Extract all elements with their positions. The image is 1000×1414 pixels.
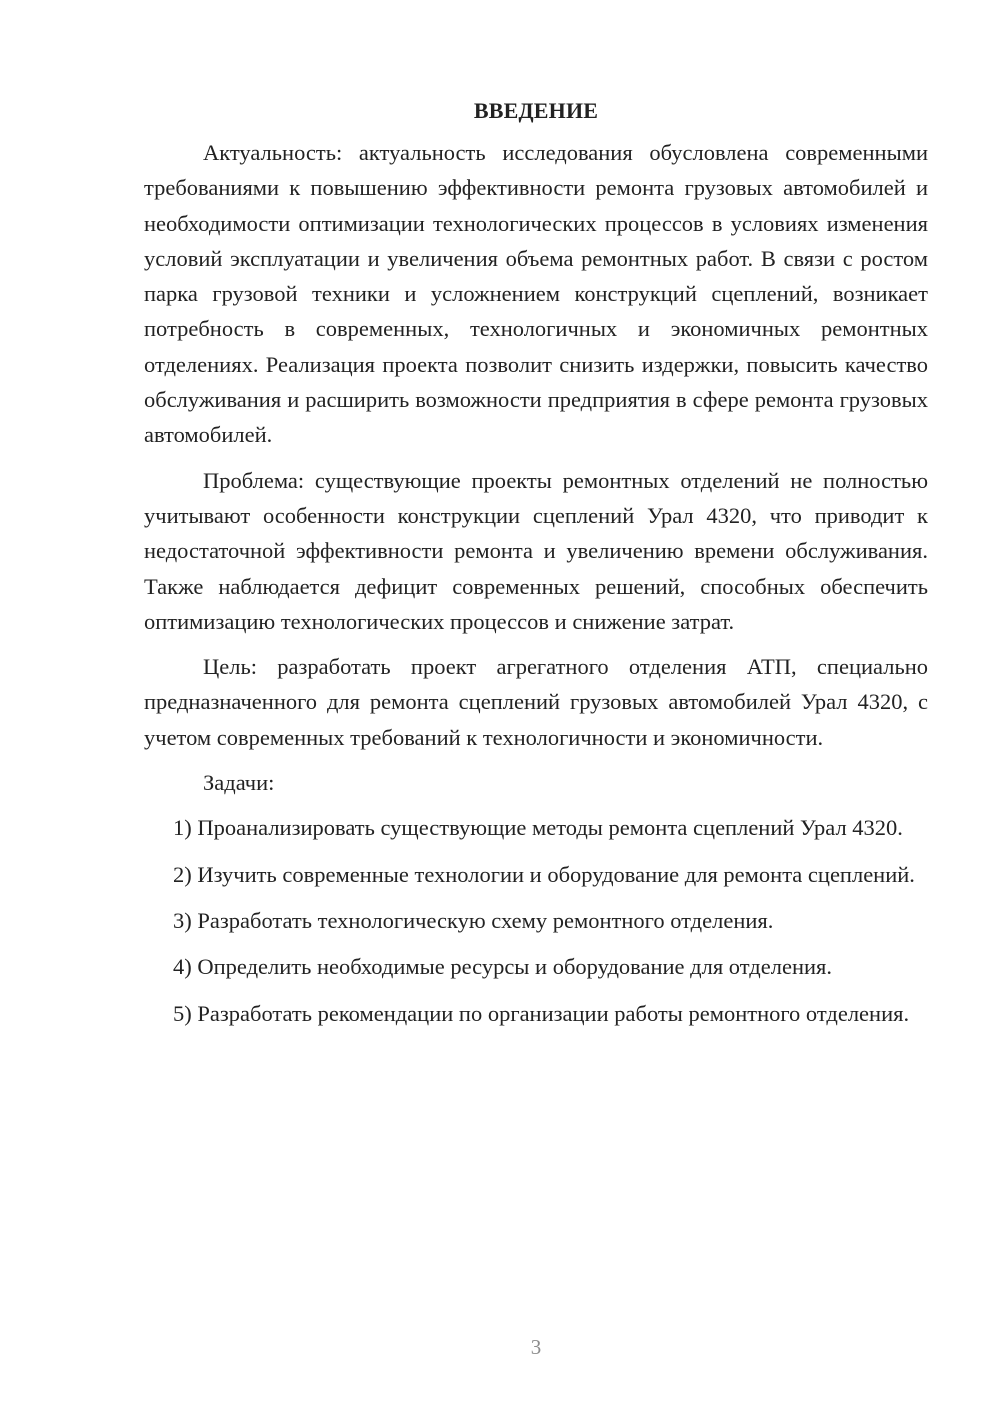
document-body (144, 95, 928, 1042)
task-item-3: 3) Разработать технологическую схему ремонтного отделения. (173, 907, 774, 933)
page-number: 3 (530, 1335, 542, 1359)
paragraph-relevance: Актуальность: актуальность исследования обусловлена современными требованиями к повышению эффективности ремонта грузовых автомобилей и необходимости оптимизации технологических процессов в условиях изменения условий эксплуатации и увеличения объема ремонтных работ. В связи с ростом парка грузовой техники и усложнением конструкций сцеплений, возникает потребность в современных, технологичных и экономичных ремонтных отделениях. Реализация проекта позволит снизить издержки, повысить качество обслуживания и расширить возможности предприятия в сфере ремонта грузовых автомобилей. (144, 140, 928, 448)
task-item-5: 5) Разработать рекомендации по организации работы ремонтного отделения. (173, 1000, 910, 1026)
section-title: ВВЕДЕНИЕ (473, 98, 599, 123)
paragraph-problem: Проблема: существующие проекты ремонтных отделений не полностью учитывают особенности конструкции сцеплений Урал 4320, что приводит к недостаточной эффективности ремонта и увеличению времени обслуживания. Также наблюдается дефицит современных решений, способных обеспечить оптимизацию технологических процессов и снижение затрат. (144, 467, 928, 634)
task-item-1: 1) Проанализировать существующие методы ремонта сцеплений Урал 4320. (173, 815, 903, 841)
task-item-2: 2) Изучить современные технологии и оборудование для ремонта сцеплений. (173, 861, 915, 887)
tasks-heading: Задачи: (203, 770, 275, 796)
task-item-4: 4) Определить необходимые ресурсы и оборудование для отделения. (173, 954, 833, 980)
paragraph-goal: Цель: разработать проект агрегатного отделения АТП, специально предназначенного для ремонта сцеплений грузовых автомобилей Урал 4320, с учетом современных требований к технологичности и экономичности. (144, 654, 928, 750)
